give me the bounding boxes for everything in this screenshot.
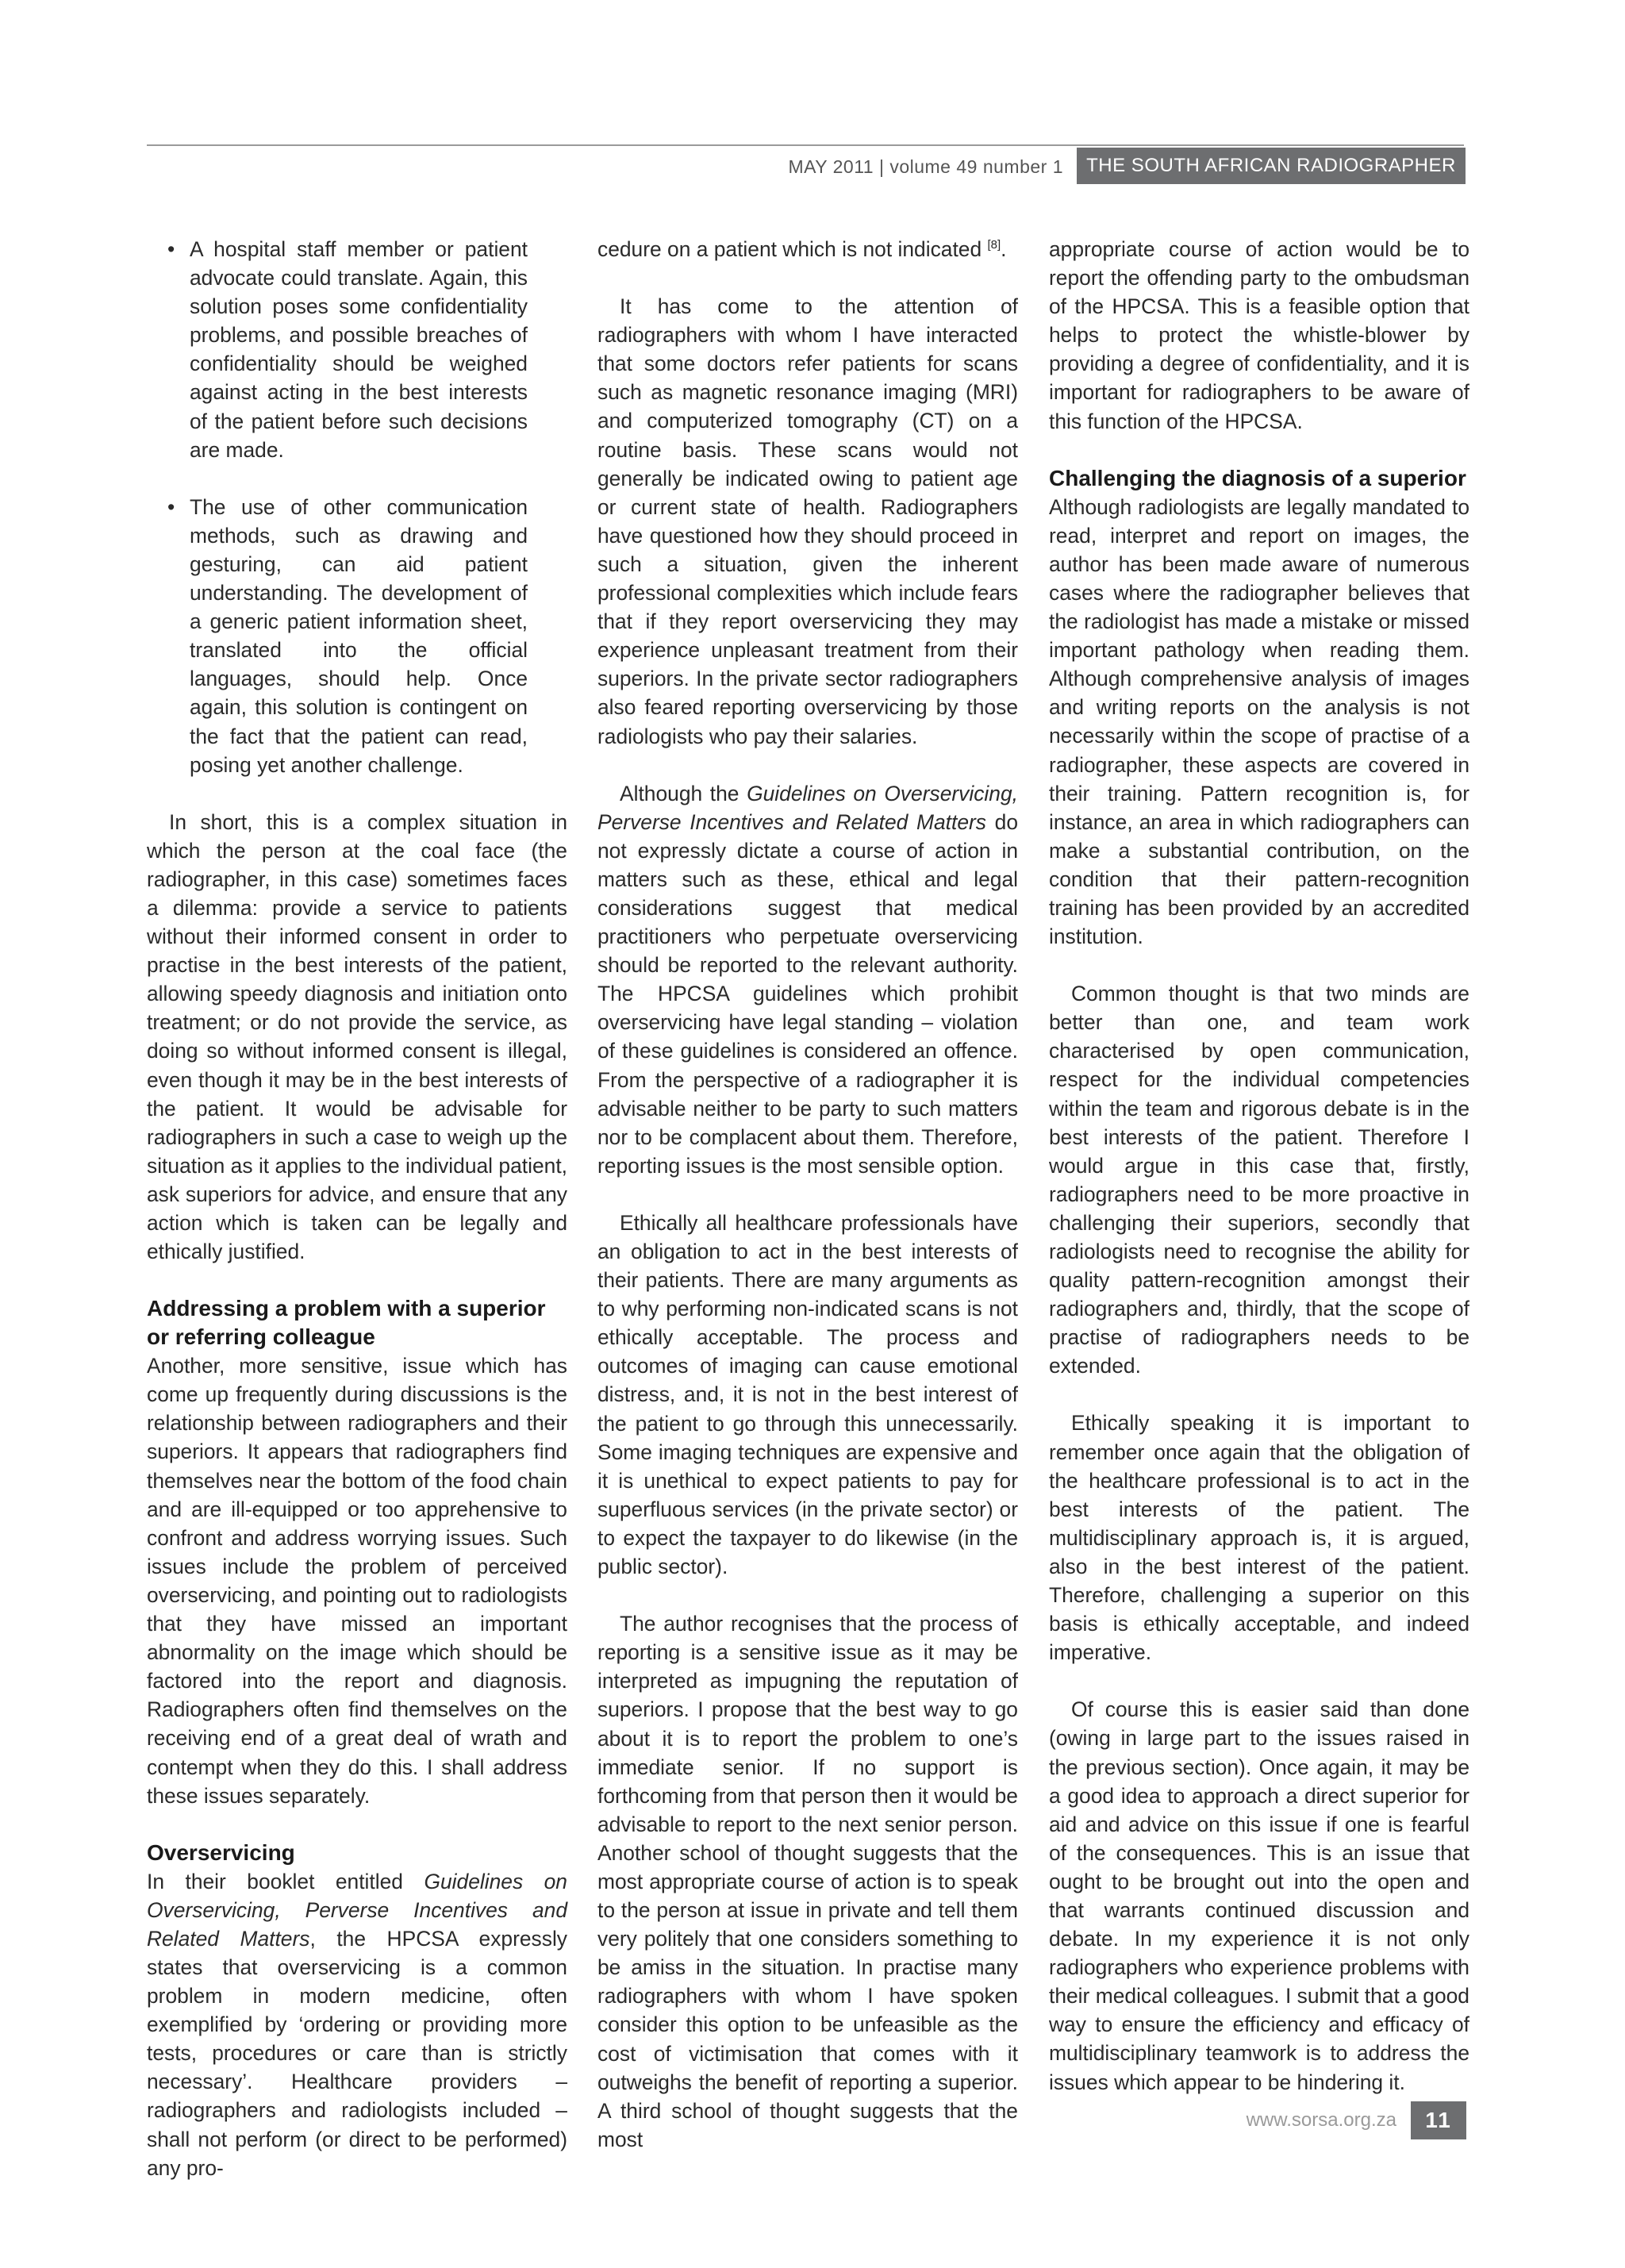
text-run: cedure on a patient which is not indicated (597, 237, 988, 261)
paragraph: Although radiologists are legally mandated to read, interpret and report on images, the author has been made aware of numerous cases where the radiographer believes that the radiologist has made a mistake or missed important pathology when reading them. Although comprehensive analysis of images and writing reports on the analysis is not necessarily within the scope of practise of a radiographer, these aspects are covered in their training. Pattern recognition is, for instance, an area in which radiographers can make a substantial contribution, on the condition that their pattern-recognition training has been provided by an accredited institution. (1049, 494, 1469, 949)
header-rule (147, 144, 1464, 146)
column-1 (147, 235, 567, 2182)
paragraph (597, 779, 1018, 1180)
text-run: , the HPCSA expressly states that overservicing is a common problem in modern medicine, often exemplified by ‘ordering or providing more tests, procedures or care than is strictly necessary’. Healthcare providers – radiographers and radiologists included – shall not perform (or direct to be performed) any pro- (147, 1926, 568, 2180)
section-heading: Overservicing (147, 1839, 295, 1865)
text-run: Although the (620, 781, 747, 805)
paragraph: Ethically all healthcare professionals have an obligation to act in the best interests of their patients. There are many arguments as to why performing non-indicated scans is not ethically acceptable. The process and outcomes of imaging can cause emotional distress, and, it is not in the best interest of the patient to go through this unnecessarily. Some imaging techniques are expensive and it is unethical to expect patients to pay for superfluous services (in the private sector) or to expect the taxpayer to do likewise (in the public sector). (597, 1210, 1018, 1579)
column-3 (1049, 235, 1469, 2097)
journal-title-banner: THE SOUTH AFRICAN RADIOGRAPHER (1077, 148, 1466, 184)
section-heading: Addressing a problem with a superior or referring colleague (147, 1296, 546, 1350)
list-item (167, 235, 567, 464)
bullet-text: The use of other communication methods, such as drawing and gesturing, can aid patient understanding. The development of a generic patient information sheet, translated into the official languages, should help. Once again, this solution is contingent on the fact that the patient can read, posing yet another challenge. (190, 494, 528, 777)
citation: [8] (987, 238, 1001, 252)
list-item (167, 493, 567, 779)
text-run: do not expressly dictate a course of action in matters such as these, ethical and legal considerations suggest that medical practitioners who perpetuate overservicing should be reported to the relevant authority. The HPCSA guidelines which prohibit overservicing have legal standing – violation of these guidelines is considered an offence. From the perspective of a radiographer it is advisable neither to be party to such matters nor to be complacent about them. Therefore, reporting issues is the most sensible option. (597, 809, 1019, 1178)
bullet-list (147, 235, 567, 779)
bullet-icon: • (167, 494, 175, 519)
column-2 (597, 235, 1018, 2154)
text-run: In their booklet entitled (147, 1869, 424, 1893)
paragraph: Ethically speaking it is important to remember once again that the obligation of the healthcare professional is to act in the best interests of the patient. The multidisciplinary approach is, it is argued, also in the best interest of the patient. Therefore, challenging a superior on this basis is ethically acceptable, and indeed imperative. (1049, 1411, 1469, 1665)
footer-url: www.sorsa.org.za (1246, 2109, 1396, 2131)
section-heading: Challenging the diagnosis of a superior (1049, 465, 1466, 490)
paragraph: appropriate course of action would be to report the offending party to the ombudsman of the HPCSA. This is a feasible option that helps to protect the whistle-blower by providing a degree of confidentiality, and it is important for radiographers to be aware of this function of the HPCSA. (1049, 237, 1469, 433)
italic-title: Guidelines on Overservicing, Perverse Incentives and Related Matters (597, 781, 1018, 834)
paragraph: The author recognises that the process of reporting is a sensitive issue as it may be interpreted as impugning the reputation of superiors. I propose that the best way to go about it is to report the problem to one’s immediate senior. If no support is forthcoming from that person then it would be advisable to report to the next senior person. Another school of thought suggests that the most appropriate course of action is to speak to the person at issue in private and tell them very politely that one considers something to be amiss in the situation. In practise many radiographers with whom I have spoken consider this option to be unfeasible as the cost of victimisation that comes with it outweighs the benefit of reporting a superior. A third school of thought suggests that the most (597, 1612, 1018, 2151)
paragraph: Of course this is easier said than done (owing in large part to the issues raised in the previous section). Once again, it may be a good idea to approach a direct superior for aid and advice on this issue if one is fearful of the consequences. This is an issue that ought to be brought out into the open and that warrants continued discussion and debate. In my experience it is not only radiographers who experience problems with their medical colleagues. I submit that a good way to ensure the efficiency and efficacy of multidisciplinary teamwork is to address the issues which appear to be hindering it. (1049, 1697, 1469, 2094)
page-number: 11 (1411, 2101, 1466, 2139)
text-run: . (1001, 237, 1007, 261)
paragraph: Another, more sensitive, issue which has come up frequently during discussions is the relationship between radiographers and their superiors. It appears that radiographers find themselves near the bottom of the food chain and are ill-equipped or too apprehensive to confront and address worrying issues. Such issues include the problem of perceived overservicing, and pointing out to radiologists that they have missed an important abnormality on the image which should be factored into the report and diagnosis. Radiographers often find themselves on the receiving end of a great deal of wrath and contempt when they do this. I shall address these issues separately. (147, 1354, 567, 1808)
bullet-icon: • (167, 237, 175, 261)
paragraph (147, 1867, 567, 2182)
bullet-text: A hospital staff member or patient advocate could translate. Again, this solution poses some confidentiality problems, and possible breaches of confidentiality should be weighed against acting in the best interests of the patient before such decisions are made. (190, 237, 528, 462)
paragraph (597, 235, 1018, 263)
paragraph: Common thought is that two minds are better than one, and team work characterised by open communication, respect for the individual competencies within the team and rigorous debate is in the best interests of the patient. Therefore I would argue in this case that, firstly, radiographers need to be more proactive in challenging their superiors, secondly that radiologists need to recognise the ability for quality pattern-recognition amongst their radiographers and, thirdly, that the scope of practise of radiographers needs to be extended. (1049, 982, 1469, 1378)
paragraph: In short, this is a complex situation in which the person at the coal face (the radiographer, in this case) sometimes faces a dilemma: provide a service to patients without their informed consent in order to practise in the best interests of the patient, allowing speedy diagnosis and initiation onto treatment; or do not provide the service, as doing so without informed consent is illegal, even though it may be in the best interests of the patient. It would be advisable for radiographers in such a case to weigh up the situation as it applies to the individual patient, ask superiors for advice, and ensure that any action which is taken can be legally and ethically justified. (147, 809, 567, 1264)
italic-title: Guidelines on Overservicing, Perverse Incentives and Related Matters (147, 1869, 567, 1951)
paragraph: It has come to the attention of radiographers with whom I have interacted that some doctors refer patients for scans such as magnetic resonance imaging (MRI) and computerized tomography (CT) on a routine basis. These scans would not generally be indicated owing to patient age or current state of health. Radiographers have questioned how they should proceed in such a situation, given the inherent professional complexities which include fears that if they report overservicing they may experience unpleasant treatment from their superiors. In the private sector radiographers also feared reporting overservicing by those radiologists who pay their salaries. (597, 294, 1018, 748)
issue-info: MAY 2011 | volume 49 number 1 (788, 156, 1063, 177)
